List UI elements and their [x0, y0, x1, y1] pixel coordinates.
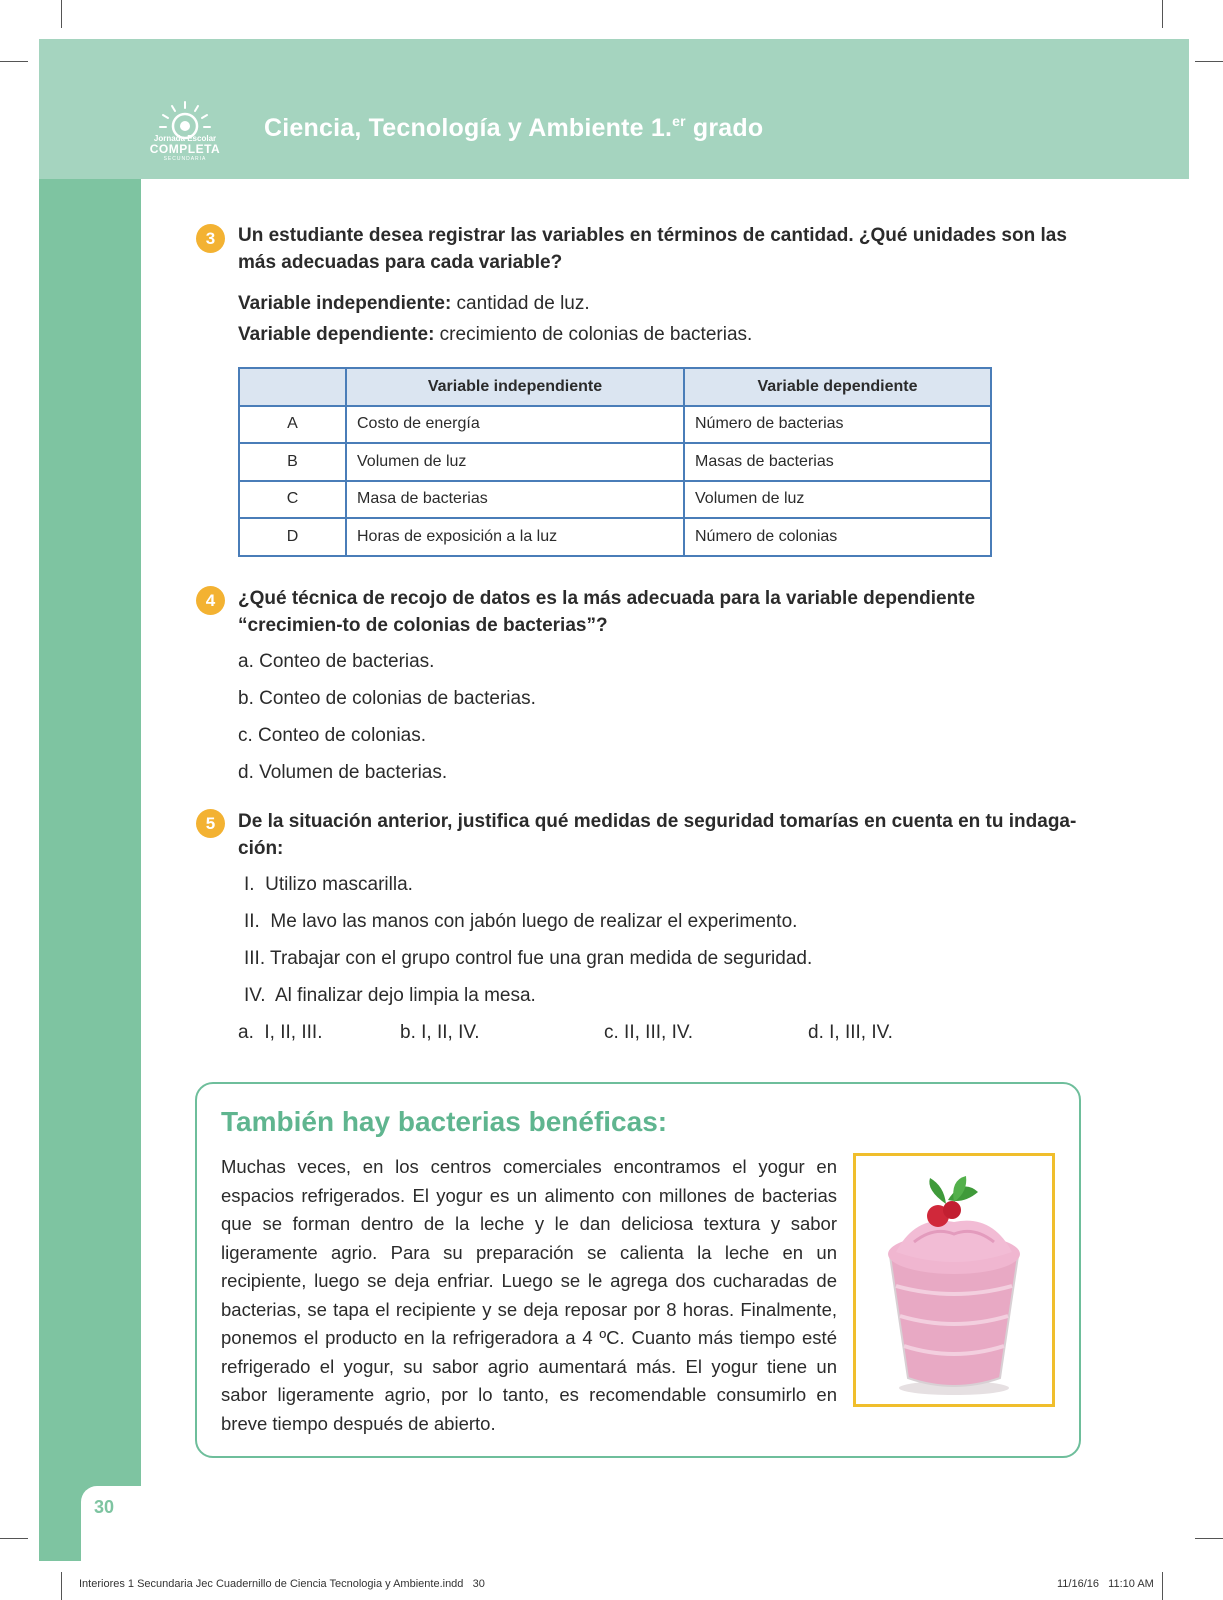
left-sidebar-band [39, 179, 141, 1561]
crop-mark [1195, 1538, 1223, 1539]
crop-mark [1162, 0, 1163, 28]
table-cell: Masa de bacterias [346, 481, 684, 519]
answer-option: b. I, II, IV. [400, 1022, 480, 1043]
table-cell: C [239, 481, 346, 519]
answer-option: c. II, III, IV. [604, 1022, 694, 1043]
table-cell: D [239, 518, 346, 556]
table-row [239, 443, 991, 481]
crop-mark [61, 0, 62, 28]
statement: II. Me lavo las manos con jabón luego de realizar el experimento. [244, 911, 798, 932]
value: crecimiento de colonias de bacterias. [434, 324, 753, 345]
title-text: Ciencia, Tecnología y Ambiente 1. [264, 114, 673, 142]
table-header-cell [239, 368, 346, 406]
table-cell: A [239, 406, 346, 444]
table-cell: Número de colonias [684, 518, 991, 556]
statement: IV. Al finalizar dejo limpia la mesa. [244, 985, 536, 1006]
question-3-text: Un estudiante desea registrar las variables en términos de cantidad. ¿Qué unidades son las más adecuadas para cada variable? [238, 225, 1067, 273]
question-number-badge: 3 [196, 224, 225, 253]
crop-mark [61, 1572, 62, 1600]
yogurt-photo [853, 1153, 1055, 1407]
answer-option: c. Conteo de colonias. [238, 725, 427, 746]
crop-mark [1162, 1572, 1163, 1600]
table-header-cell: Variable independiente [346, 368, 684, 406]
info-box-title: También hay bacterias benéficas: [221, 1106, 668, 1137]
yogurt-glass-image [856, 1156, 1052, 1404]
table-header-row [239, 368, 991, 406]
question-number-badge: 4 [196, 586, 225, 615]
answer-option: d. I, III, IV. [808, 1022, 893, 1043]
title-text-end: grado [685, 114, 764, 142]
jec-logo [144, 100, 226, 160]
info-box-body: Muchas veces, en los centros comerciales encontramos el yogur en espacios refrigerados. El yogur es un alimento con millones de bacterias que se forman dentro de la leche y le dan deliciosa textura y sabor ligeramente agrio. Para su preparación se calienta la leche en un recipiente, luego se deja enfriar. Luego se le agrega dos cucharadas de bacterias, se tapa el recipiente y se deja reposar por 8 horas. Finalmente, ponemos el producto en la refrigeradora a 4 ºC. Cuanto más tiempo esté refrigerado el yogur, su sabor agrio aumentará más. El yogur tiene un sabor ligeramente agrio, por lo tanto, es recomendable consumirlo en breve tiempo después de abierto. [221, 1156, 837, 1434]
statement: III. Trabajar con el grupo control fue una gran medida de seguridad. [244, 948, 813, 969]
page-number: 30 [94, 1497, 115, 1517]
question-4-text: ¿Qué técnica de recojo de datos es la más adecuada para la variable dependiente “crecimien-to de colonias de bacterias”? [238, 588, 976, 636]
table-row [239, 518, 991, 556]
footer-datetime: 11/16/16 11:10 AM [1057, 1578, 1154, 1590]
statement: I. Utilizo mascarilla. [244, 874, 413, 895]
crop-mark [0, 61, 28, 62]
table-row [239, 406, 991, 444]
independent-variable-line [238, 293, 590, 315]
header-title [264, 113, 763, 143]
table-cell: Masas de bacterias [684, 443, 991, 481]
title-superscript: er [672, 113, 686, 129]
variables-table [238, 367, 992, 557]
crop-mark [0, 1538, 28, 1539]
question-number-badge: 5 [196, 809, 225, 838]
table-cell: Volumen de luz [346, 443, 684, 481]
table-header-cell: Variable dependiente [684, 368, 991, 406]
table-cell: B [239, 443, 346, 481]
answer-option: b. Conteo de colonias de bacterias. [238, 688, 536, 709]
logo-text: Jornada Escolar [153, 134, 217, 143]
footer-file-info: Interiores 1 Secundaria Jec Cuadernillo de Ciencia Tecnologia y Ambiente.indd 30 [79, 1578, 485, 1590]
value: cantidad de luz. [451, 293, 590, 314]
table-cell: Número de bacterias [684, 406, 991, 444]
answer-option: a. I, II, III. [238, 1022, 323, 1043]
table-cell: Volumen de luz [684, 481, 991, 519]
question-5-text: De la situación anterior, justifica qué medidas de seguridad tomarías en cuenta en tu indaga-ción: [238, 811, 1077, 859]
answer-option: a. Conteo de bacterias. [238, 651, 435, 672]
table-row [239, 481, 991, 519]
label: Variable dependiente: [238, 324, 435, 345]
logo-text: SECUNDARIA [163, 156, 207, 162]
answer-option: d. Volumen de bacterias. [238, 762, 448, 783]
table-cell: Costo de energía [346, 406, 684, 444]
label: Variable independiente: [238, 293, 452, 314]
logo-text: COMPLETA [149, 142, 221, 156]
dependent-variable-line [238, 324, 752, 346]
crop-mark [1195, 61, 1223, 62]
table-cell: Horas de exposición a la luz [346, 518, 684, 556]
